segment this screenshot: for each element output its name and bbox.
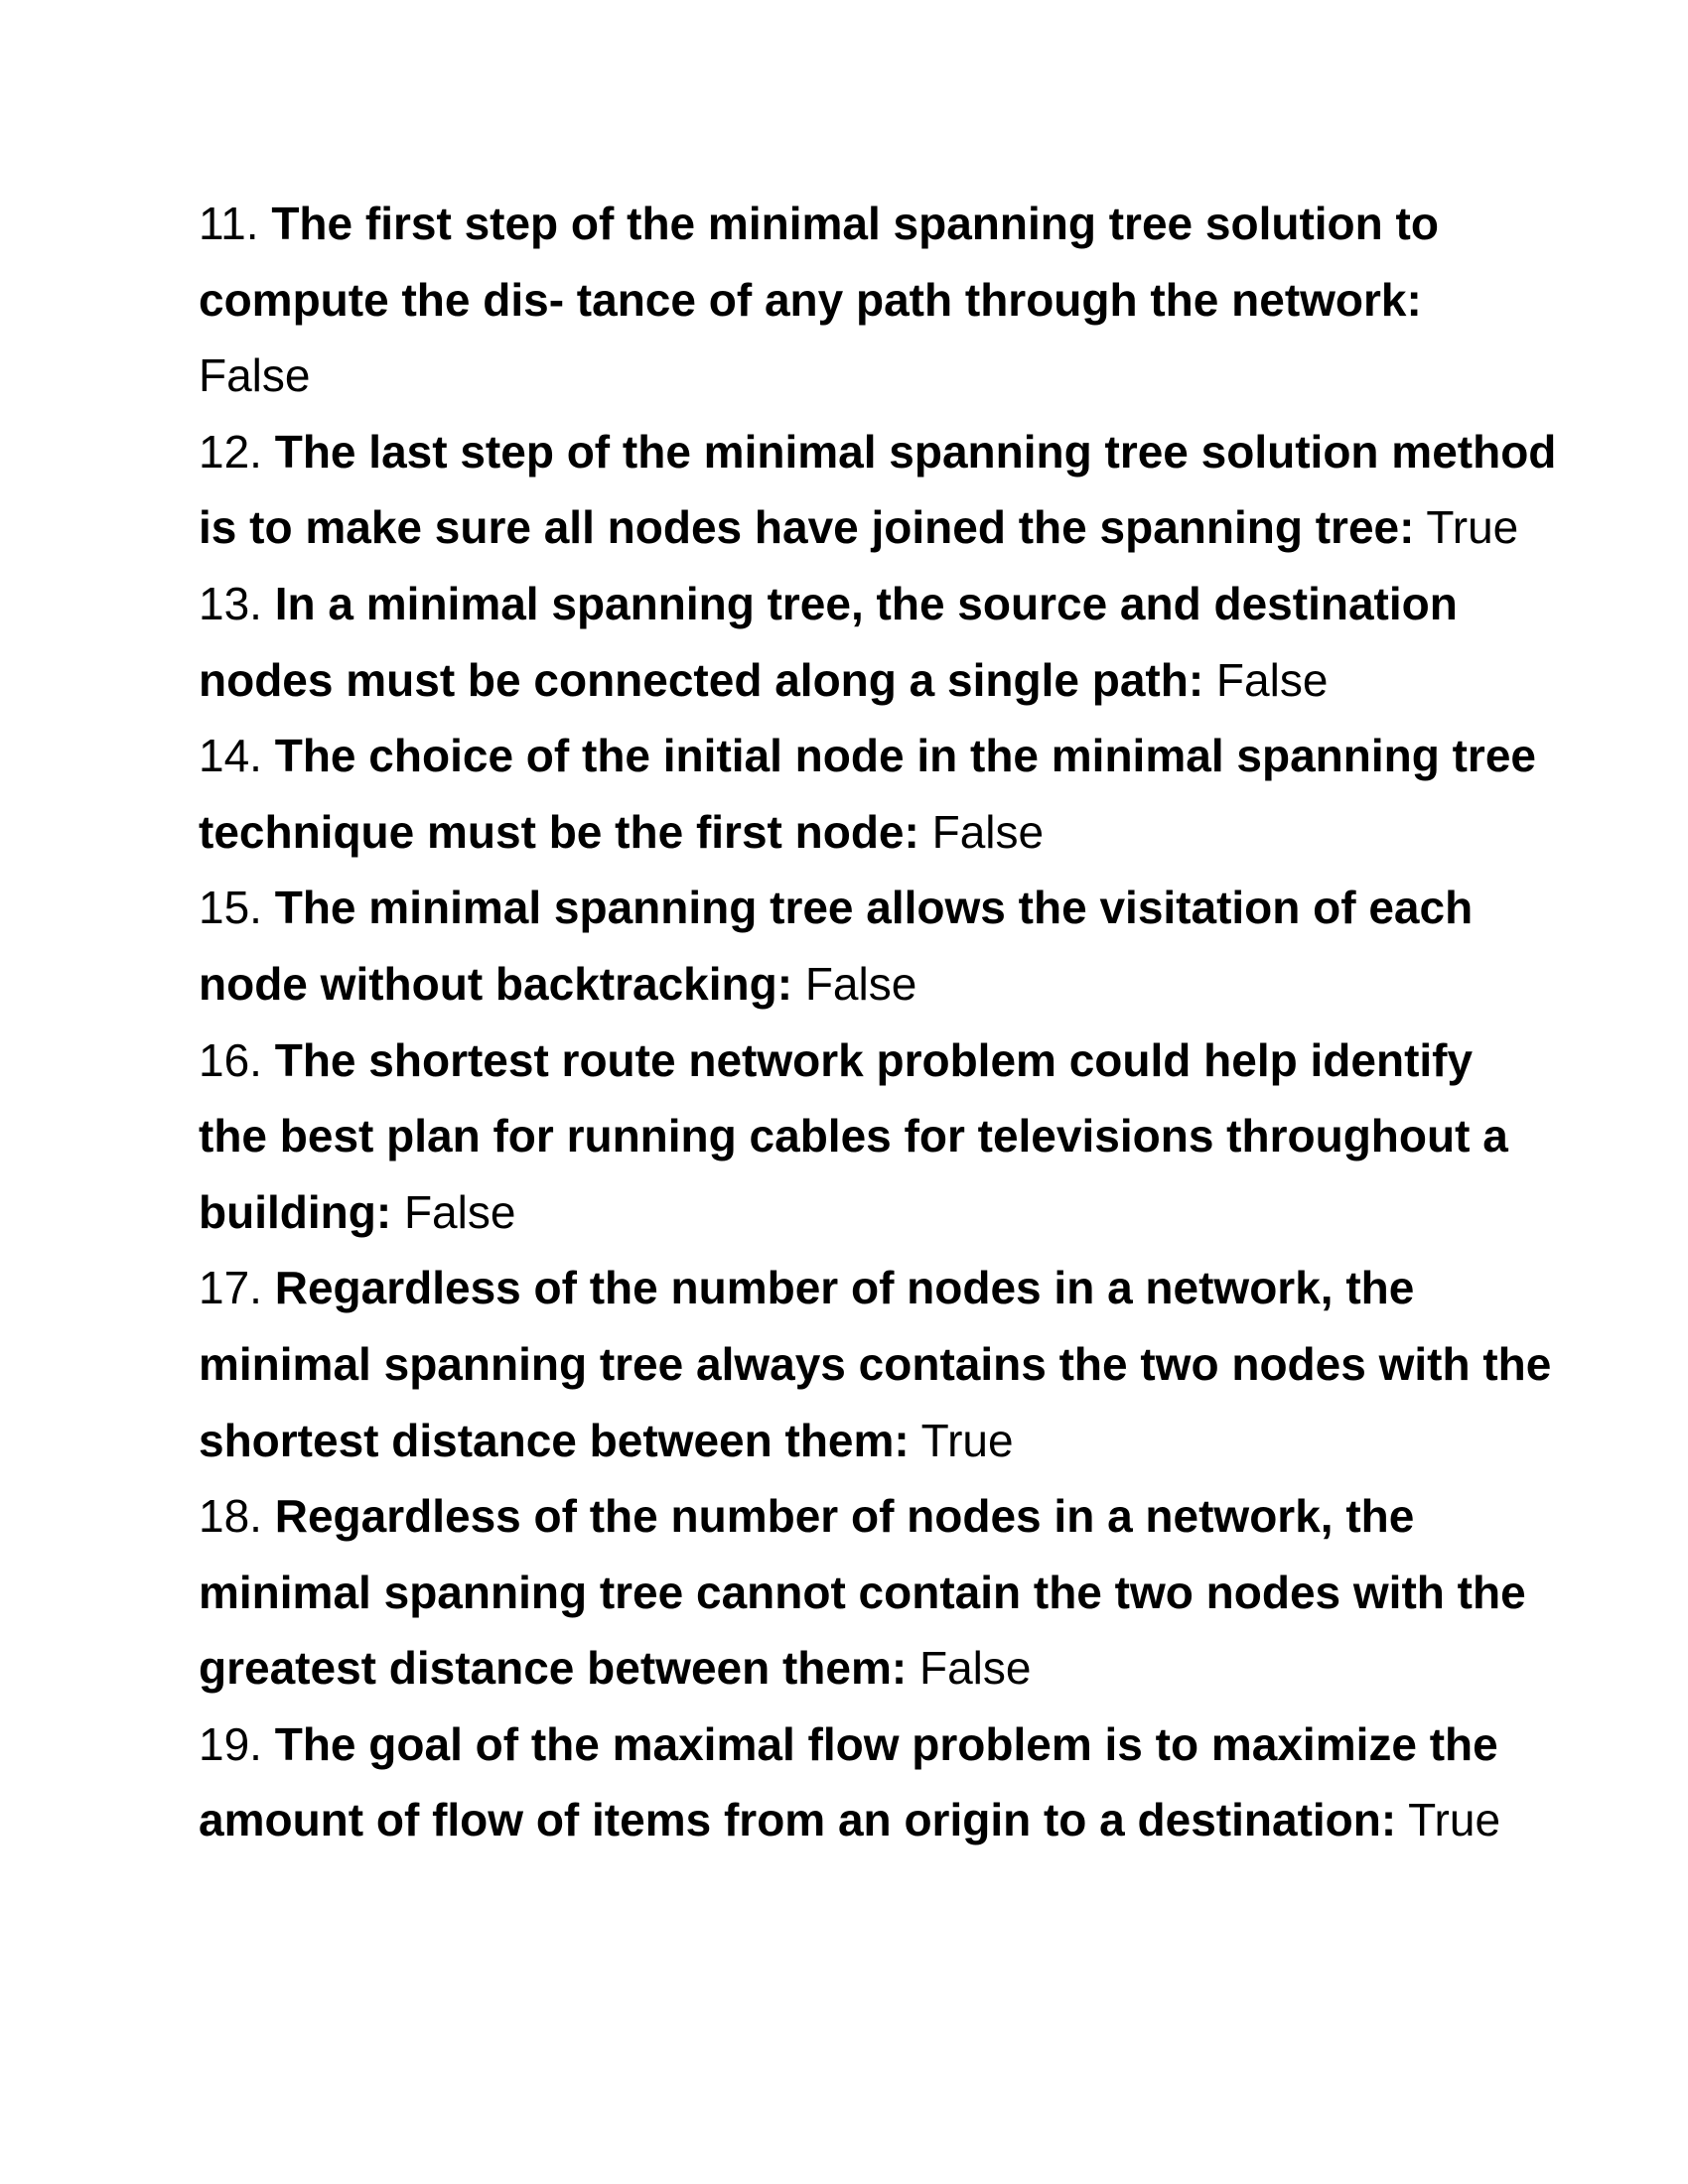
question-text: is to make sure all nodes have joined the spanning tree:	[199, 501, 1415, 554]
answer: False	[199, 349, 311, 402]
answer: True	[1426, 501, 1519, 554]
question-number: 12.	[199, 425, 262, 478]
question-text: The minimal spanning tree allows the visitation of each	[274, 882, 1474, 934]
answer: True	[1408, 1794, 1501, 1846]
answer: False	[804, 957, 917, 1010]
question-number: 11.	[199, 198, 259, 249]
question-text: shortest distance between them:	[199, 1414, 910, 1466]
question-18-line-2	[199, 1555, 1526, 1631]
question-text: The shortest route network problem could help identify	[274, 1033, 1474, 1086]
question-text: building:	[199, 1185, 392, 1238]
question-12-line-1	[199, 414, 1557, 490]
question-16-line-3	[199, 1174, 1509, 1251]
question-13-line-1	[199, 566, 1509, 642]
document-page	[199, 186, 1557, 1858]
question-text: node without backtracking:	[199, 957, 793, 1010]
question-15-line-2	[199, 946, 1509, 1023]
question-number: 17.	[199, 1262, 262, 1314]
question-14-line-2	[199, 794, 1509, 871]
answer: True	[920, 1414, 1014, 1466]
question-16-line-1	[199, 1023, 1509, 1099]
question-text: the best plan for running cables for televisions throughout a	[199, 1110, 1508, 1162]
answer: False	[403, 1185, 516, 1238]
question-19-line-1	[199, 1706, 1509, 1783]
question-17-line-2	[199, 1326, 1552, 1403]
question-number: 19.	[199, 1717, 262, 1770]
question-11-line-1	[199, 186, 1509, 262]
question-text: compute the dis- tance of any path through the network:	[199, 273, 1422, 326]
question-text: amount of flow of items from an origin to a destination:	[199, 1794, 1397, 1846]
question-number: 18.	[199, 1490, 262, 1543]
question-text: technique must be the first node:	[199, 805, 919, 858]
question-18-line-1	[199, 1478, 1509, 1555]
question-14-line-1	[199, 718, 1536, 794]
question-number: 16.	[199, 1033, 262, 1086]
question-text: The goal of the maximal flow problem is to maximize the	[274, 1717, 1498, 1770]
question-16-line-2	[199, 1098, 1509, 1174]
question-text: Regardless of the number of nodes in a network, the	[274, 1490, 1415, 1543]
answer: False	[931, 805, 1045, 858]
question-12-line-2	[199, 489, 1519, 566]
question-text: greatest distance between them:	[199, 1642, 908, 1695]
question-19-line-2	[199, 1782, 1509, 1858]
answer: False	[1215, 653, 1329, 706]
question-text: minimal spanning tree always contains the two nodes with the	[199, 1337, 1552, 1390]
question-18-line-3	[199, 1630, 1509, 1706]
question-17-line-1	[199, 1250, 1509, 1326]
question-text: The last step of the minimal spanning tree solution method	[274, 425, 1557, 478]
question-number: 14.	[199, 730, 262, 782]
question-17-line-3	[199, 1403, 1509, 1479]
question-text: Regardless of the number of nodes in a network, the	[274, 1262, 1415, 1314]
question-number: 13.	[199, 577, 262, 629]
question-15-line-1	[199, 870, 1509, 946]
question-text: The choice of the initial node in the minimal spanning tree	[274, 730, 1536, 782]
answer: False	[918, 1642, 1032, 1695]
question-13-line-2	[199, 642, 1509, 719]
question-text: The first step of the minimal spanning tree solution to	[271, 198, 1439, 249]
question-11-answer-line	[199, 338, 1509, 414]
question-text: minimal spanning tree cannot contain the two nodes with the	[199, 1566, 1526, 1618]
question-text: In a minimal spanning tree, the source and destination	[274, 577, 1458, 629]
question-11-line-2	[199, 262, 1509, 339]
question-text: nodes must be connected along a single path:	[199, 653, 1204, 706]
question-number: 15.	[199, 882, 262, 934]
